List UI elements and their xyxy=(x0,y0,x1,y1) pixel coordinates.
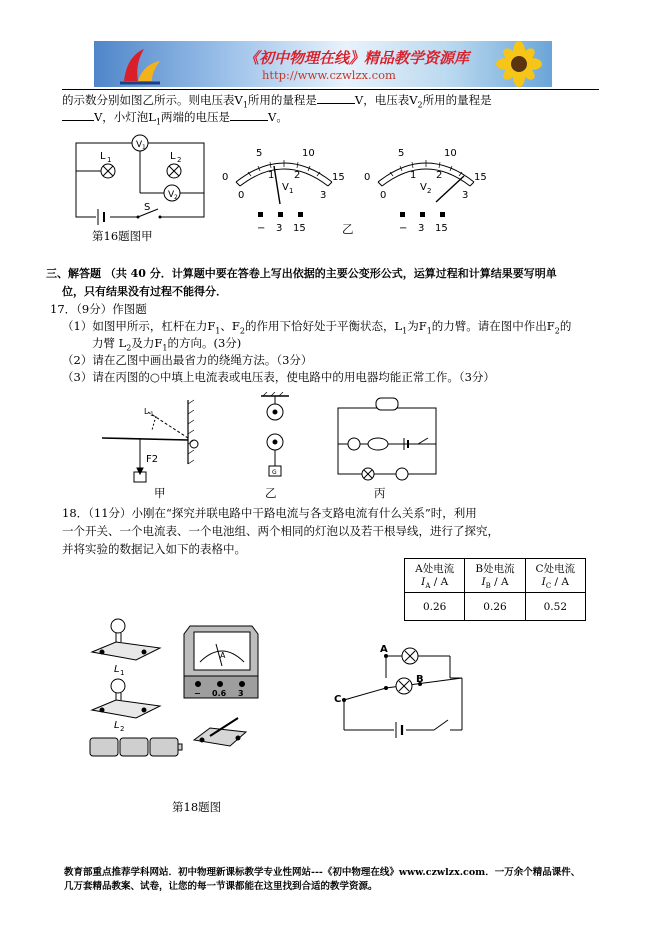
svg-text:S: S xyxy=(144,202,151,213)
svg-text:0.6: 0.6 xyxy=(212,689,227,698)
q18-results-table xyxy=(404,558,586,621)
svg-text:15: 15 xyxy=(293,223,306,234)
svg-text:15: 15 xyxy=(332,172,345,183)
svg-text:A: A xyxy=(220,651,226,660)
svg-text:10: 10 xyxy=(444,148,457,159)
q16-line2: V，小灯泡$L_1$两端的电压是 V。 xyxy=(62,109,288,129)
q18-line2: 一个开关、一个电流表、一个电池组、两个相同的灯泡以及若干根导线，进行了探究， xyxy=(62,524,499,538)
svg-text:V: V xyxy=(136,140,143,150)
svg-text:V: V xyxy=(282,182,289,193)
header-banner xyxy=(94,41,552,87)
footer xyxy=(64,866,580,894)
svg-text:3: 3 xyxy=(238,689,244,698)
svg-text:0: 0 xyxy=(222,172,229,183)
table-header-a: A处电流 $I_A$ / A xyxy=(405,559,465,593)
q18-battery-pack xyxy=(88,734,184,760)
svg-text:−: − xyxy=(399,223,408,234)
table-cell-a: 0.26 xyxy=(405,593,465,621)
svg-text:2: 2 xyxy=(177,156,182,164)
svg-text:0: 0 xyxy=(238,190,245,201)
q17-item2: （2）请在乙图中画出最省力的绕绳方法。（3分） xyxy=(62,353,313,367)
table-header-row xyxy=(405,559,586,593)
q17-meter-circuit-diagram xyxy=(332,392,442,484)
q18-ammeter xyxy=(180,622,262,704)
q18-lamp-l1 xyxy=(86,612,166,684)
svg-text:5: 5 xyxy=(398,148,405,159)
svg-text:L: L xyxy=(114,664,120,675)
svg-text:1: 1 xyxy=(268,170,275,181)
svg-text:F2: F2 xyxy=(146,454,159,465)
svg-text:1: 1 xyxy=(107,156,112,164)
svg-text:1: 1 xyxy=(150,411,154,418)
svg-text:0: 0 xyxy=(380,190,387,201)
svg-text:C: C xyxy=(334,694,342,705)
table-header-b: B处电流 $I_B$ / A xyxy=(465,559,525,593)
q18-line1: 18．（11分）小刚在“探究并联电路中干路电流与各支路电流有什么关系”时，利用 xyxy=(62,506,477,520)
logo-icon xyxy=(114,45,164,85)
banner-url: http://www.czwlzx.com xyxy=(262,68,396,82)
q17-pulley-diagram xyxy=(255,392,295,484)
svg-text:1: 1 xyxy=(410,170,417,181)
q16-circuit-diagram xyxy=(70,133,210,225)
q18-parallel-circuit xyxy=(330,642,470,738)
footer-line1: 教育部重点推荐学科网站．初中物理新课标教学专业性网站---《初中物理在线》www.czwlzx.com．一万余个精品课件、 xyxy=(64,867,581,878)
q16-line1: 的示数分别如图乙所示。则电压表$V_1$所用的量程是 V，电压表$V_2$所用的量程是 xyxy=(62,93,492,110)
svg-text:2: 2 xyxy=(120,725,125,733)
svg-text:3: 3 xyxy=(320,190,327,201)
blank-v1-range[interactable] xyxy=(317,92,355,104)
q17-item1: （1）如图甲所示，杠杆在力$F_1$、$F_2$的作用下恰好处于平衡状态，$L_1$为$F_1$的力臂。请在图中作出$F_2$的 xyxy=(62,319,572,336)
q16-caption-yi: 乙 xyxy=(342,222,354,236)
svg-text:−: − xyxy=(257,223,266,234)
svg-text:0: 0 xyxy=(364,172,371,183)
svg-text:2: 2 xyxy=(436,170,443,181)
svg-text:5: 5 xyxy=(256,148,263,159)
header-rule xyxy=(62,89,599,90)
q17-item1-line2: 力臂 $L_2$及力$F_1$的方向。(3分) xyxy=(92,336,242,353)
svg-text:2: 2 xyxy=(294,170,301,181)
table-row xyxy=(405,593,586,621)
q16-caption-jia: 第16题图甲 xyxy=(92,229,153,243)
q17-item3: （3）请在丙图的○中填上电流表或电压表，使电路中的用电器均能正常工作。（3分） xyxy=(62,370,495,384)
blank-v2-range[interactable] xyxy=(62,109,94,121)
svg-text:2: 2 xyxy=(427,187,432,195)
svg-text:2: 2 xyxy=(174,194,178,201)
svg-text:L: L xyxy=(170,151,176,162)
q18-line3: 并将实验的数据记入如下的表格中。 xyxy=(62,542,246,556)
svg-text:L: L xyxy=(114,720,120,731)
svg-text:3: 3 xyxy=(276,223,283,234)
svg-text:15: 15 xyxy=(435,223,448,234)
q17-lever-diagram xyxy=(100,392,210,484)
svg-text:1: 1 xyxy=(289,187,294,195)
table-cell-c: 0.52 xyxy=(525,593,585,621)
q18-switch xyxy=(190,712,250,752)
svg-text:G: G xyxy=(272,469,277,476)
svg-text:3: 3 xyxy=(462,190,469,201)
svg-text:L: L xyxy=(144,407,149,416)
sunflower-icon xyxy=(479,41,552,87)
q17-caption-jia: 甲 xyxy=(154,486,166,500)
table-header-c: C处电流 $I_C$ / A xyxy=(525,559,585,593)
svg-text:V: V xyxy=(420,182,427,193)
section3-title-line1: 三、解答题 （共 40 分．计算题中要在答卷上写出依据的主要公变形公式，运算过程和计算结果要写明单 xyxy=(46,267,557,280)
blank-l1-voltage[interactable] xyxy=(230,109,268,121)
svg-text:1: 1 xyxy=(142,144,146,151)
voltmeter-v1 xyxy=(218,140,348,235)
svg-text:A: A xyxy=(380,644,388,655)
q17-caption-bing: 丙 xyxy=(374,486,386,500)
svg-text:10: 10 xyxy=(302,148,315,159)
svg-text:15: 15 xyxy=(474,172,487,183)
svg-text:V: V xyxy=(168,190,175,200)
q17-heading: 17．（9分）作图题 xyxy=(50,302,147,316)
banner-title: 《初中物理在线》精品教学资源库 xyxy=(244,49,470,67)
svg-text:1: 1 xyxy=(120,669,125,677)
footer-line2: 几万套精品教案、试卷，让您的每一节课都能在这里找到合适的教学资源。 xyxy=(64,881,378,892)
q17-caption-yi: 乙 xyxy=(265,486,277,500)
svg-text:3: 3 xyxy=(418,223,425,234)
svg-text:L: L xyxy=(100,151,106,162)
section3-title-line2: 位，只有结果没有过程不能得分． xyxy=(62,285,227,298)
svg-text:−: − xyxy=(194,689,201,698)
svg-text:B: B xyxy=(416,674,424,685)
q18-caption: 第18题图 xyxy=(172,800,222,814)
table-cell-b: 0.26 xyxy=(465,593,525,621)
voltmeter-v2 xyxy=(360,140,490,235)
